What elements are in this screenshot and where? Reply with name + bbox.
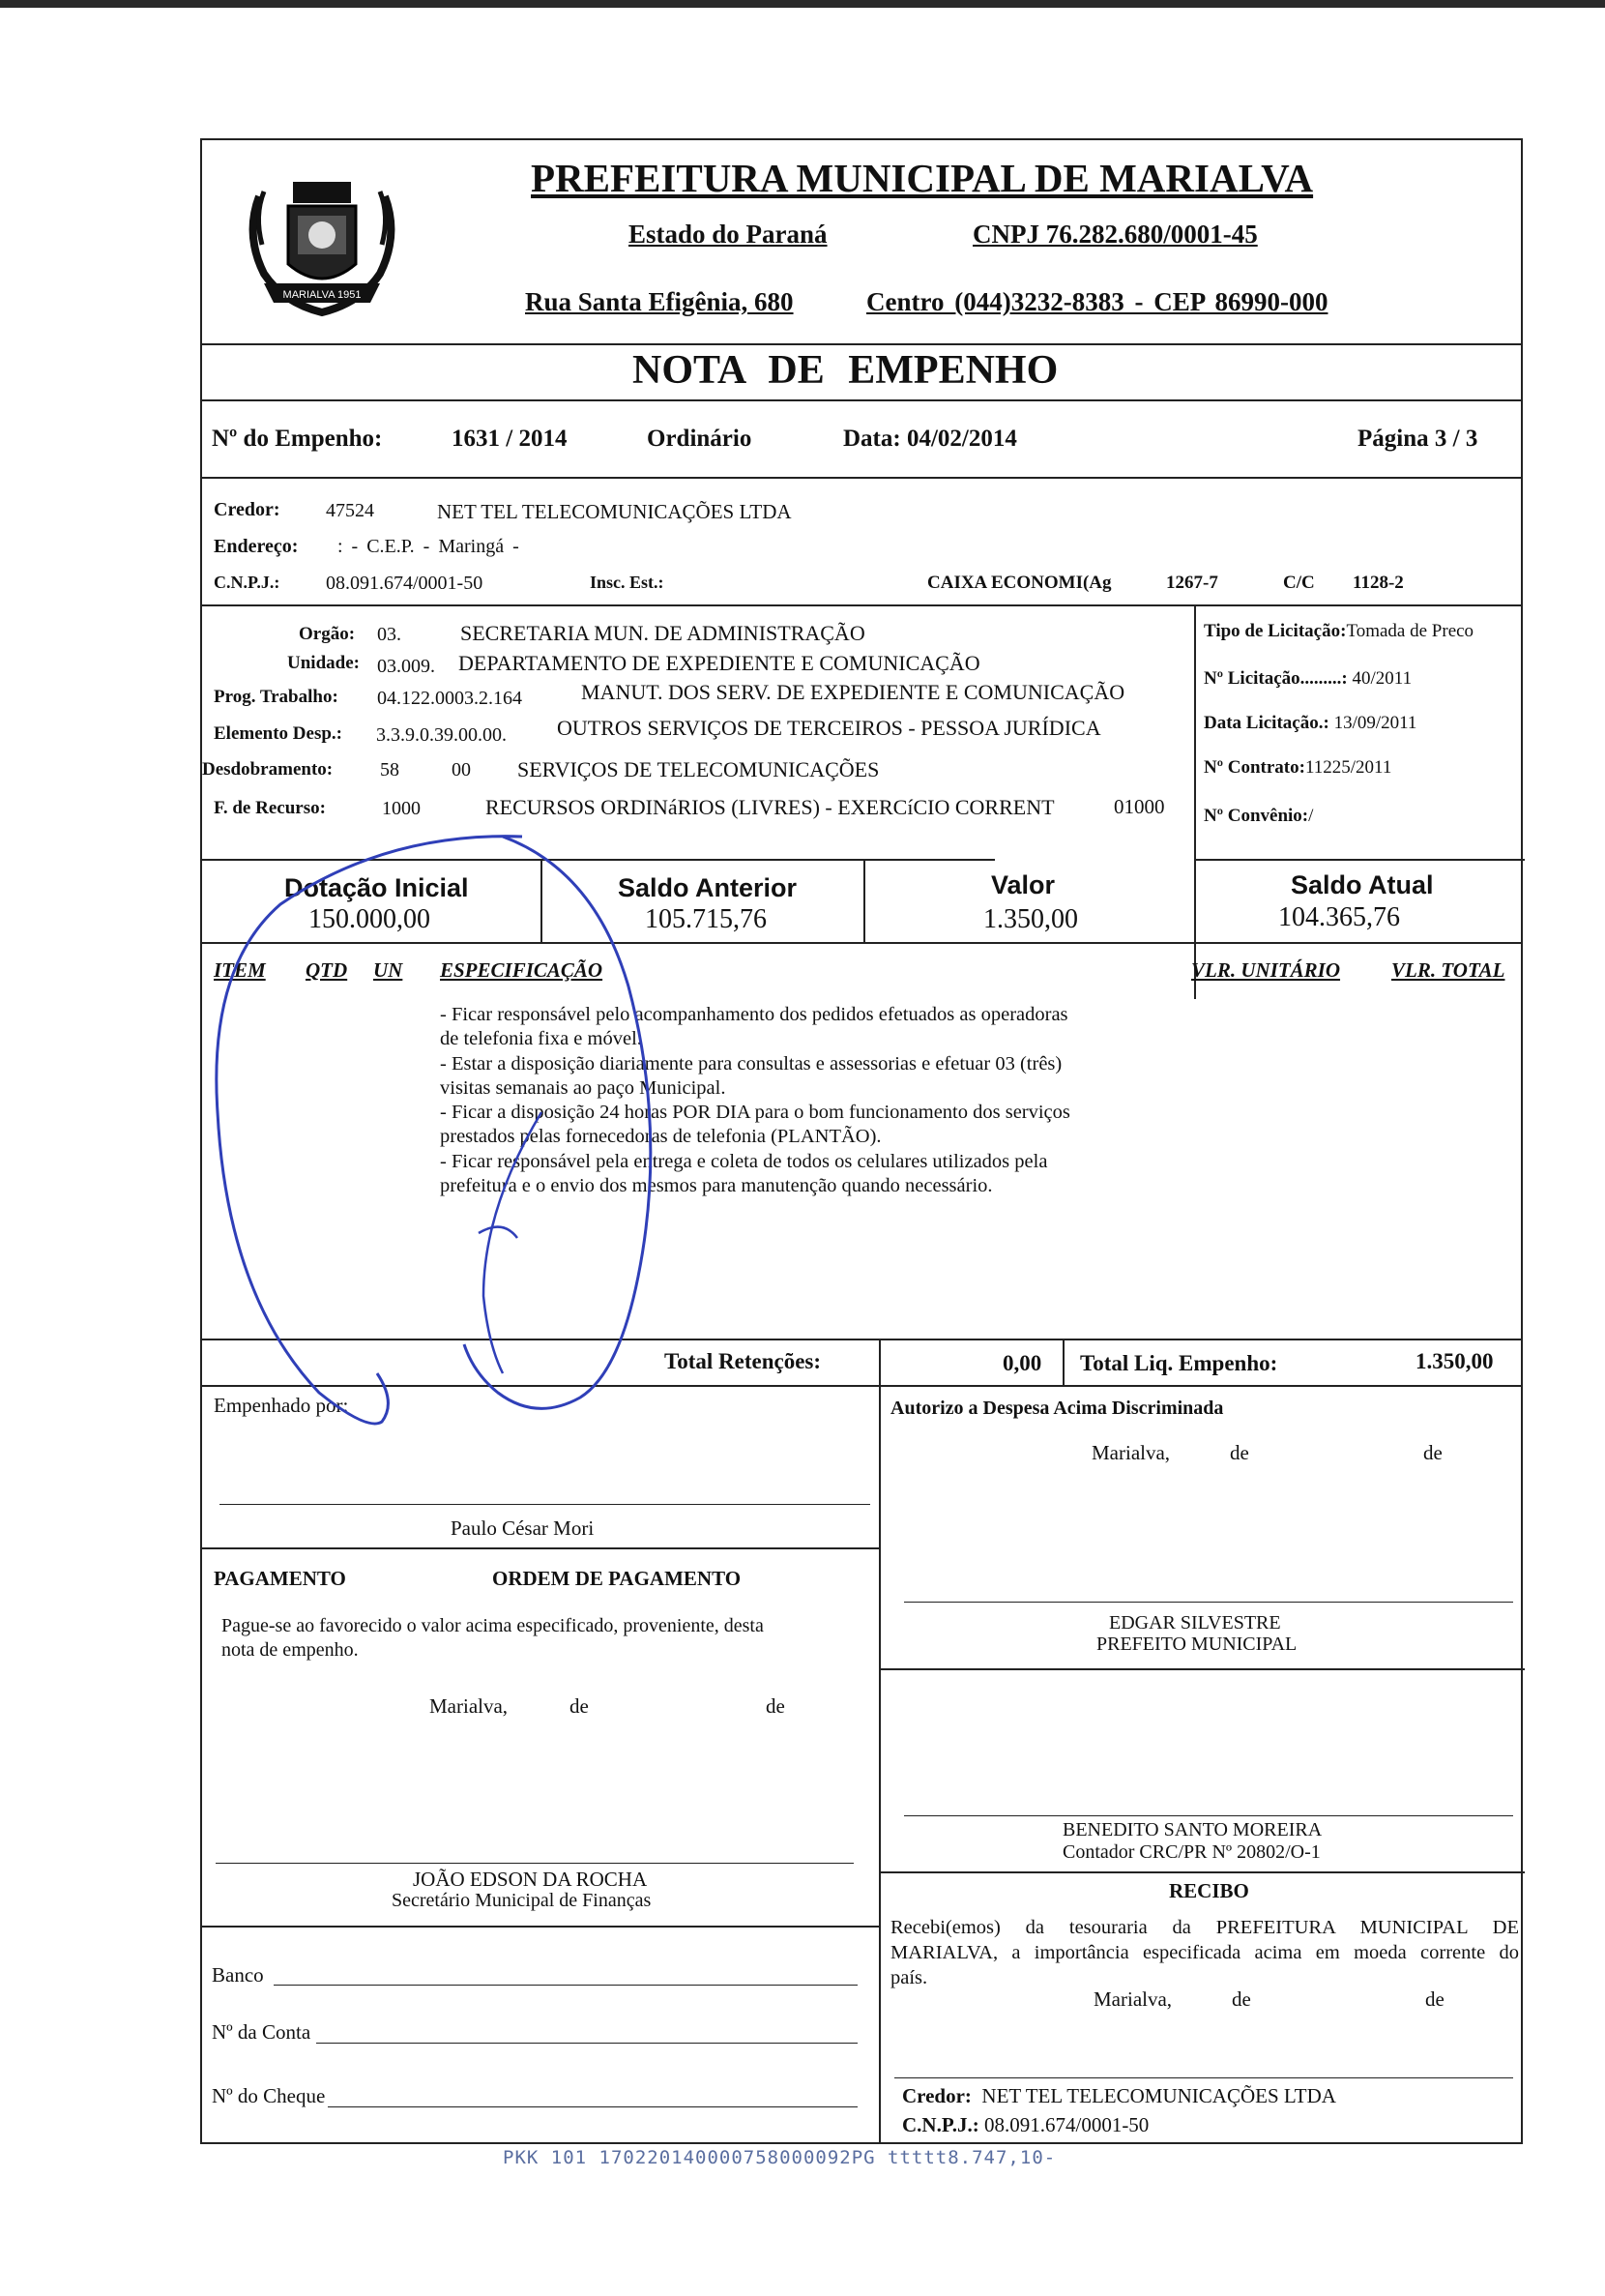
- elemento-name: OUTROS SERVIÇOS DE TERCEIROS - PESSOA JURÍDICA: [557, 716, 1101, 740]
- bank-account: 1128-2: [1353, 573, 1404, 593]
- desdobramento-code1: 58: [380, 759, 399, 780]
- pagamento-label: PAGAMENTO: [214, 1567, 346, 1590]
- orgao-label: Orgão:: [299, 624, 356, 644]
- fonte-label: F. de Recurso:: [214, 798, 326, 818]
- liquido-value: 1.350,00: [1415, 1349, 1494, 1373]
- empenho-label: Nº do Empenho:: [212, 426, 383, 452]
- recibo-de1: de: [1232, 1987, 1251, 2011]
- secretario-nome: JOÃO EDSON DA ROCHA: [413, 1868, 648, 1891]
- saldo-atual-value: 104.365,76: [1278, 902, 1400, 932]
- retencoes-label: Total Retenções:: [664, 1349, 822, 1373]
- prefeito-cargo: PREFEITO MUNICIPAL: [1096, 1634, 1298, 1655]
- desdobramento-code2: 00: [452, 759, 471, 780]
- empenhado-label: Empenhado por:: [214, 1394, 349, 1417]
- bank-agency: 1267-7: [1166, 573, 1218, 593]
- cnpj-label-credor: C.N.P.J.:: [214, 573, 280, 592]
- prog-name: MANUT. DOS SERV. DE EXPEDIENTE E COMUNICAÇÃO: [581, 680, 1125, 704]
- unidade-label: Unidade:: [287, 653, 360, 673]
- valor-value: 1.350,00: [983, 904, 1078, 934]
- orgao-code: 03.: [377, 624, 401, 645]
- insc-est-label: Insc. Est.:: [590, 573, 664, 592]
- svg-text:MARIALVA 1951: MARIALVA 1951: [282, 289, 362, 301]
- pagamento-de2: de: [766, 1694, 785, 1718]
- coat-of-arms-icon: [235, 158, 409, 322]
- tipo-licitacao: Tipo de Licitação:Tomada de Preco: [1204, 621, 1474, 641]
- recibo-label: RECIBO: [1169, 1879, 1249, 1902]
- page-title: PREFEITURA MUNICIPAL DE MARIALVA: [531, 156, 1314, 200]
- contador-nome: BENEDITO SANTO MOREIRA: [1063, 1819, 1323, 1840]
- col-item: ITEM: [214, 958, 266, 982]
- cnpj-label: CNPJ 76.282.680/0001-45: [973, 220, 1258, 249]
- prog-label: Prog. Trabalho:: [214, 687, 338, 707]
- credor-name: NET TEL TELECOMUNICAÇÕES LTDA: [437, 500, 792, 523]
- page-number: Página 3 / 3: [1357, 426, 1478, 452]
- numero-licitacao: Nº Licitação.........: 40/2011: [1204, 668, 1413, 689]
- col-un: UN: [373, 958, 403, 982]
- saldo-anterior-value: 105.715,76: [645, 904, 767, 934]
- prog-code: 04.122.0003.2.164: [377, 688, 522, 709]
- saldo-anterior-label: Saldo Anterior: [618, 873, 798, 902]
- recibo-credor: Credor: NET TEL TELECOMUNICAÇÕES LTDA: [902, 2084, 1336, 2107]
- autorizo-de1: de: [1230, 1441, 1249, 1464]
- recibo-de2: de: [1425, 1987, 1444, 2011]
- credor-cnpj: 08.091.674/0001-50: [326, 573, 483, 594]
- unidade-name: DEPARTAMENTO DE EXPEDIENTE E COMUNICAÇÃO: [458, 651, 980, 675]
- unidade-code: 03.009.: [377, 656, 435, 677]
- nota-de-empenho-form: [200, 138, 1523, 2144]
- pagamento-city: Marialva,: [429, 1694, 509, 1718]
- numero-convenio: Nº Convênio:/: [1204, 806, 1314, 826]
- banco-label: Banco: [212, 1963, 264, 1987]
- contador-cargo: Contador CRC/PR Nº 20802/O-1: [1063, 1841, 1321, 1863]
- credor-code: 47524: [326, 500, 374, 521]
- recibo-city: Marialva,: [1094, 1987, 1173, 2011]
- desdobramento-label: Desdobramento:: [202, 759, 334, 780]
- bank-authentication-stamp: PKK 101 170220140000758000092PG ttttt8.747,10-: [503, 2147, 1057, 2168]
- valor-label: Valor: [991, 870, 1056, 899]
- col-qtd: QTD: [306, 958, 348, 982]
- ordem-pagamento-label: ORDEM DE PAGAMENTO: [492, 1567, 742, 1590]
- prefeito-nome: EDGAR SILVESTRE: [1109, 1612, 1281, 1634]
- saldo-atual-label: Saldo Atual: [1291, 870, 1434, 899]
- credor-label: Credor:: [214, 499, 280, 520]
- cc-label: C/C: [1283, 573, 1315, 593]
- fonte-code2: 01000: [1114, 795, 1165, 818]
- state-label: Estado do Paraná: [628, 220, 828, 249]
- recibo-text: Recebi(emos) da tesouraria da PREFEITURA MUNICIPAL DE MARIALVA, a importância especificada acima em moeda corrente do país.: [890, 1917, 1519, 1988]
- item-description: - Ficar responsável pelo acompanhamento dos pedidos efetuados as operadoras de telefonia fixa e móvel. - Estar a disposição diariamente para consultas e assessorias e efetuar 03 (três) visitas semanais ao paço Municipal. - Ficar a disposição 24 horas POR DIA para o bom funcionamento dos serviços prestados pelas fornecedoras de telefonia (PLANTÃO). - Ficar responsável pela entrega e coleta de todos os celulares utilizados pela prefeitura e o envio dos mesmos para manutenção quando necessário.: [440, 1004, 1070, 1197]
- autorizo-city: Marialva,: [1092, 1441, 1171, 1464]
- conta-label: Nº da Conta: [212, 2020, 311, 2044]
- address-label: Endereço:: [214, 536, 299, 557]
- fonte-code: 1000: [382, 798, 421, 819]
- address-details: Centro (044)3232-8383 - CEP 86990-000: [866, 287, 1328, 316]
- address-street: Rua Santa Efigênia, 680: [525, 287, 794, 316]
- recibo-cnpj: C.N.P.J.: 08.091.674/0001-50: [902, 2113, 1150, 2136]
- elemento-code: 3.3.9.0.39.00.00.: [376, 724, 507, 746]
- dotacao-label: Dotação Inicial: [284, 873, 469, 902]
- col-vlr-unitario: VLR. UNITÁRIO: [1191, 958, 1341, 982]
- empenho-number: 1631 / 2014: [452, 426, 568, 452]
- retencoes-value: 0,00: [1003, 1351, 1042, 1375]
- bank-name: CAIXA ECONOMI(Ag: [927, 573, 1112, 593]
- secretario-cargo: Secretário Municipal de Finanças: [392, 1890, 652, 1911]
- col-especificacao: ESPECIFICAÇÃO: [440, 958, 603, 982]
- scan-top-edge: [0, 0, 1605, 8]
- fonte-name: RECURSOS ORDINáRIOS (LIVRES) - EXERCíCIO CORRENT: [485, 795, 1055, 819]
- autorizo-de2: de: [1423, 1441, 1443, 1464]
- liquido-label: Total Liq. Empenho:: [1080, 1351, 1278, 1375]
- numero-contrato: Nº Contrato:11225/2011: [1204, 757, 1392, 778]
- pagamento-de1: de: [569, 1694, 589, 1718]
- empenhado-nome: Paulo César Mori: [451, 1516, 595, 1540]
- data-licitacao: Data Licitação.: 13/09/2011: [1204, 713, 1417, 733]
- autorizo-label: Autorizo a Despesa Acima Discriminada: [890, 1398, 1224, 1419]
- col-vlr-total: VLR. TOTAL: [1391, 958, 1505, 982]
- empenho-type: Ordinário: [647, 426, 752, 452]
- pague-se-text: Pague-se ao favorecido o valor acima especificado, proveniente, desta nota de empenho.: [221, 1615, 764, 1661]
- elemento-label: Elemento Desp.:: [214, 723, 342, 744]
- desdobramento-name: SERVIÇOS DE TELECOMUNICAÇÕES: [517, 757, 880, 781]
- cheque-label: Nº do Cheque: [212, 2084, 326, 2107]
- credor-address: : - C.E.P. - Maringá -: [337, 536, 519, 557]
- document-title: NOTA DE EMPENHO: [632, 348, 1059, 393]
- dotacao-value: 150.000,00: [308, 904, 430, 934]
- empenho-date: Data: 04/02/2014: [843, 426, 1017, 452]
- orgao-name: SECRETARIA MUN. DE ADMINISTRAÇÃO: [460, 621, 865, 645]
